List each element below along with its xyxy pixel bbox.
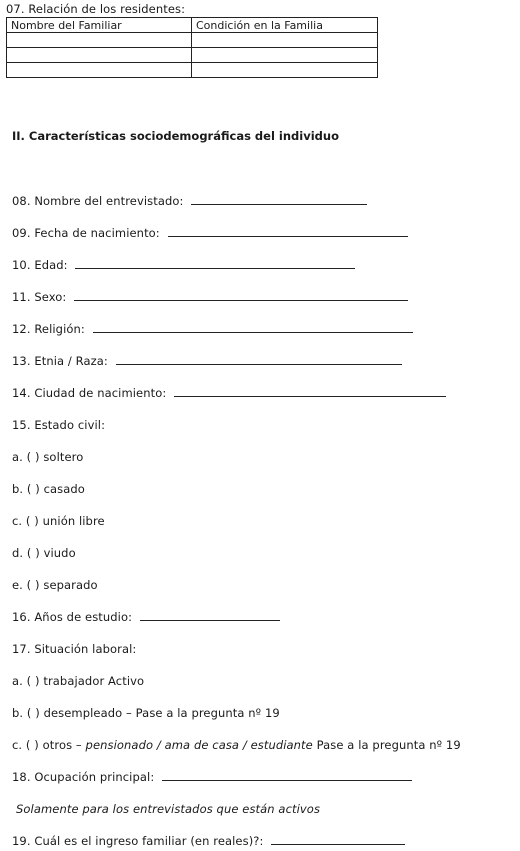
table-row[interactable]: [7, 63, 378, 78]
q11-label: 11. Sexo:: [12, 290, 67, 304]
table-cell[interactable]: [192, 33, 378, 48]
q12-row: [12, 322, 413, 336]
q10-row: [12, 258, 355, 272]
q11-row: [12, 290, 408, 304]
table-cell[interactable]: [7, 33, 192, 48]
table-header-row: [7, 18, 378, 33]
q17-title: 17. Situación laboral:: [12, 642, 137, 656]
q10-answer-line[interactable]: [75, 267, 355, 269]
q14-label: 14. Ciudad de nacimiento:: [12, 386, 167, 400]
q17-option-otros-suffix: Pase a la pregunta nº 19: [316, 738, 461, 752]
q15-option-casado[interactable]: b. ( ) casado: [12, 482, 85, 496]
q14-row: [12, 386, 446, 400]
q16-label: 16. Años de estudio:: [12, 610, 133, 624]
q19-answer-line[interactable]: [271, 843, 405, 845]
q08-label: 08. Nombre del entrevistado:: [12, 194, 184, 208]
q12-label: 12. Religión:: [12, 322, 85, 336]
q08-answer-line[interactable]: [191, 203, 367, 205]
q13-label: 13. Etnia / Raza:: [12, 354, 108, 368]
residents-table: [6, 17, 378, 78]
q07-title: 07. Relación de los residentes:: [6, 2, 186, 16]
q09-label: 09. Fecha de nacimiento:: [12, 226, 160, 240]
section-title: II. Características sociodemográficas del individuo: [12, 129, 339, 143]
q09-row: [12, 226, 408, 240]
q16-row: [12, 610, 280, 624]
table-cell[interactable]: [192, 48, 378, 63]
q19-label: 19. Cuál es el ingreso familiar (en reales)?:: [12, 834, 264, 848]
table-cell[interactable]: [7, 48, 192, 63]
table-cell[interactable]: [192, 63, 378, 78]
q17-option-otros[interactable]: [12, 738, 461, 752]
header-condicion: Condición en la Familia: [192, 18, 378, 33]
q15-option-separado[interactable]: e. ( ) separado: [12, 578, 98, 592]
q11-answer-line[interactable]: [74, 299, 408, 301]
active-note: Solamente para los entrevistados que están activos: [16, 802, 321, 816]
q15-title: 15. Estado civil:: [12, 418, 106, 432]
q09-answer-line[interactable]: [168, 235, 408, 237]
q17-option-otros-italic: pensionado / ama de casa / estudiante: [85, 738, 313, 752]
q19-row: [12, 834, 405, 848]
q16-answer-line[interactable]: [140, 619, 280, 621]
q13-answer-line[interactable]: [116, 363, 402, 365]
q15-option-soltero[interactable]: a. ( ) soltero: [12, 450, 84, 464]
q08-row: [12, 194, 367, 208]
q17-option-otros-prefix: c. ( ) otros –: [12, 738, 82, 752]
q17-option-desempleado[interactable]: b. ( ) desempleado – Pase a la pregunta nº 19: [12, 706, 280, 720]
header-nombre: Nombre del Familiar: [7, 18, 192, 33]
table-row[interactable]: [7, 33, 378, 48]
q14-answer-line[interactable]: [174, 395, 446, 397]
q13-row: [12, 354, 402, 368]
q15-option-viudo[interactable]: d. ( ) viudo: [12, 546, 76, 560]
q18-label: 18. Ocupación principal:: [12, 770, 155, 784]
q17-option-activo[interactable]: a. ( ) trabajador Activo: [12, 674, 145, 688]
q15-option-union-libre[interactable]: c. ( ) unión libre: [12, 514, 105, 528]
q18-row: [12, 770, 412, 784]
q18-answer-line[interactable]: [162, 779, 412, 781]
q12-answer-line[interactable]: [93, 331, 413, 333]
table-row[interactable]: [7, 48, 378, 63]
q10-label: 10. Edad:: [12, 258, 68, 272]
table-cell[interactable]: [7, 63, 192, 78]
